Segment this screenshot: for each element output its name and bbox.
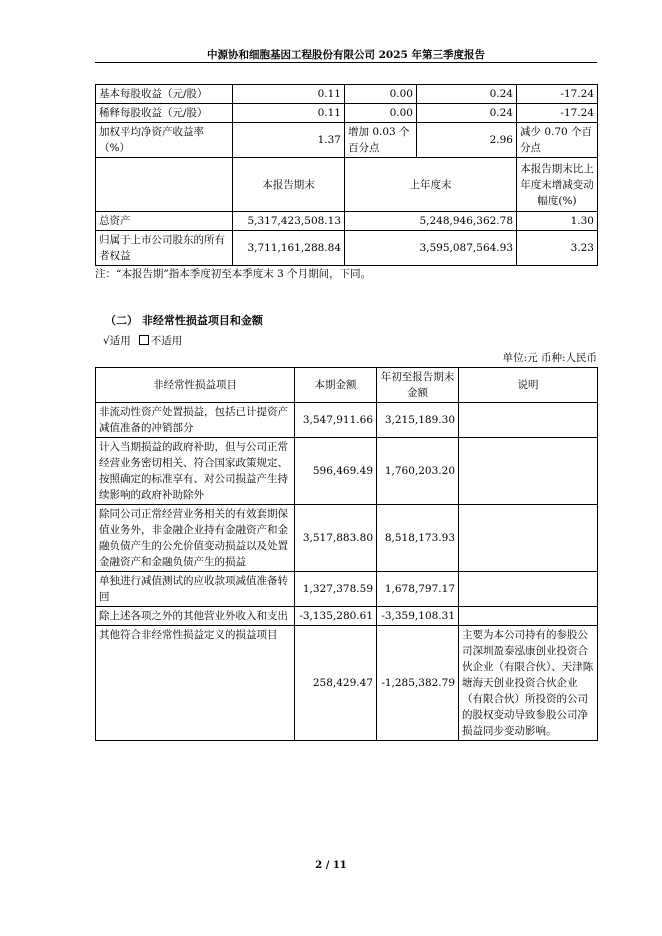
table-row [96,123,598,158]
row-label: 除上述各项之外的其他营业外收入和支出 [96,607,295,626]
cell-value [459,607,598,626]
non-recurring-items-table [95,367,598,741]
section-title: （二） 非经常性损益项目和金额 [105,314,263,327]
column-header: 本报告期末比上年度末增减变动幅度(%) [517,158,598,212]
cell-value: 1,327,378.59 [295,572,377,607]
cell-value: 0.24 [417,104,517,123]
cell-value: 3,517,883.80 [295,505,377,572]
table-row [96,626,598,741]
table-row [96,231,598,266]
cell-value: -17.24 [517,85,598,104]
column-header: 本期金额 [295,368,377,403]
cell-value: 1,678,797.17 [377,572,459,607]
table-row [96,403,598,438]
cell-value: -3,359,108.31 [377,607,459,626]
cell-value [459,438,598,505]
cell-value: 3,215,189.30 [377,403,459,438]
column-header: 上年度末 [345,158,517,212]
cell-value: 258,429.47 [295,626,377,741]
cell-value: 8,518,173.93 [377,505,459,572]
applicable-checked-option: √适用 [103,335,131,347]
column-header: 非经常性损益项目 [96,368,295,403]
cell-value: -17.24 [517,104,598,123]
cell-value: 3,547,911.66 [295,403,377,438]
cell-value: 3.23 [517,231,598,266]
cell-value: 3,711,161,288.84 [233,231,345,266]
table-row [96,104,598,123]
cell-value: 1,760,203.20 [377,438,459,505]
cell-value: -3,135,280.61 [295,607,377,626]
cell-value: 1.37 [233,123,345,158]
table-subheader-row [96,158,598,212]
row-label: 归属于上市公司股东的所有者权益 [96,231,233,266]
applicability-options [103,333,182,348]
cell-value [459,572,598,607]
row-label: 单独进行减值测试的应收款项减值准备转回 [96,572,295,607]
cell-value: 0.24 [417,85,517,104]
cell-value: 增加 0.03 个百分点 [345,123,417,158]
row-label: 非流动性资产处置损益，包括已计提资产减值准备的冲销部分 [96,403,295,438]
cell-value [459,505,598,572]
cell-value: 减少 0.70 个百分点 [517,123,598,158]
cell-value: 0.11 [233,104,345,123]
cell-value [459,403,598,438]
row-label: 计入当期损益的政府补助，但与公司正常经营业务密切相关、符合国家政策规定、按照确定的标准享有、对公司损益产生持续影响的政府补助除外 [96,438,295,505]
row-label: 加权平均净资产收益率（%） [96,123,233,158]
cell-value: 2.96 [417,123,517,158]
cell-value: 596,469.49 [295,438,377,505]
cell-value: 0.00 [345,85,417,104]
cell-value: 0.11 [233,85,345,104]
cell-value: 5,248,946,362.78 [345,212,517,231]
page-number: 2 / 11 [315,860,347,871]
table-row [96,85,598,104]
column-header: 年初至报告期末金额 [377,368,459,403]
table-row [96,505,598,572]
cell-value: 5,317,423,508.13 [233,212,345,231]
table-row [96,212,598,231]
page-header-title: 中源协和细胞基因工程股份有限公司 2025 年第三季度报告 [206,49,486,61]
financial-indicators-table [95,84,598,266]
column-header: 说明 [459,368,598,403]
empty-cell [96,158,233,212]
row-label: 基本每股收益（元/股） [96,85,233,104]
row-label: 其他符合非经常性损益定义的损益项目 [96,626,295,741]
unit-currency-label: 单位:元 币种:人民币 [502,352,597,364]
checkbox-empty-icon [139,335,149,345]
row-label: 总资产 [96,212,233,231]
table-header-row [96,368,598,403]
table-row [96,438,598,505]
cell-value: -1,285,382.79 [377,626,459,741]
table-row [96,607,598,626]
row-label: 除同公司正常经营业务相关的有效套期保值业务外，非金融企业持有金融资产和金融负债产生的公允价值变动损益以及处置金融资产和金融负债产生的损益 [96,505,295,572]
column-header: 本报告期末 [233,158,345,212]
cell-value: 0.00 [345,104,417,123]
row-label: 稀释每股收益（元/股） [96,104,233,123]
cell-value: 1.30 [517,212,598,231]
cell-value: 主要为本公司持有的参股公司深圳盈泰泓康创业投资合伙企业（有限合伙）、天津陈塘海天创业投资合伙企业（有限合伙）所投资的公司的股权变动导致参股公司净损益同步变动影响。 [459,626,598,741]
cell-value: 3,595,087,564.93 [345,231,517,266]
header-rule [95,62,597,63]
not-applicable-option: 不适用 [150,335,183,347]
table-note: 注：“本报告期”指本季度初至本季度末 3 个月期间，下同。 [95,268,372,280]
table-row [96,572,598,607]
